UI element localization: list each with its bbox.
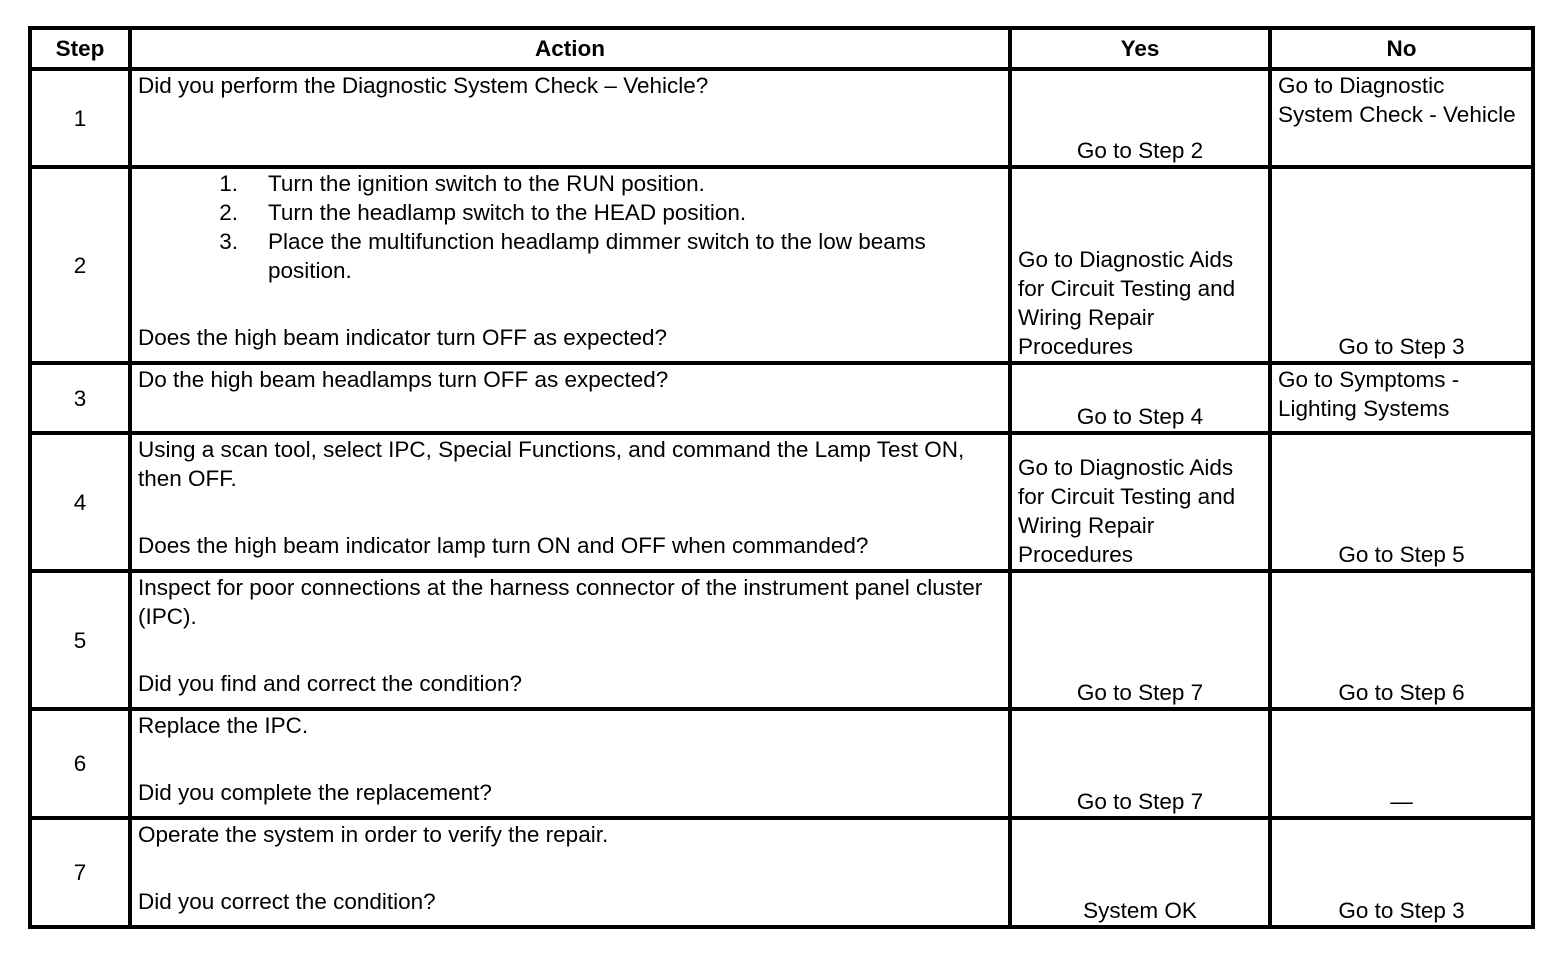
- header-row: [30, 28, 1533, 69]
- header-action: Action: [130, 28, 1010, 69]
- yes-cell: Go to Diagnostic Aids for Circuit Testing and Wiring Repair Procedures: [1010, 167, 1270, 363]
- action-question: Did you find and correct the condition?: [138, 671, 522, 696]
- table-row: [30, 69, 1533, 167]
- list-number: 3.: [219, 229, 238, 254]
- action-question: Did you complete the replacement?: [138, 780, 492, 805]
- table-row: [30, 167, 1533, 363]
- no-cell: Go to Step 3: [1270, 167, 1533, 363]
- action-cell: [130, 363, 1010, 433]
- no-cell: Go to Step 5: [1270, 433, 1533, 571]
- yes-cell: Go to Step 7: [1010, 571, 1270, 709]
- action-text: Using a scan tool, select IPC, Special Functions, and command the Lamp Test ON, then OFF.: [138, 437, 965, 491]
- action-question: Does the high beam indicator turn OFF as expected?: [138, 325, 668, 350]
- action-cell: [130, 571, 1010, 709]
- table-row: [30, 363, 1533, 433]
- action-question: Does the high beam indicator lamp turn ON and OFF when commanded?: [138, 533, 869, 558]
- action-cell: [130, 167, 1010, 363]
- table-row: [30, 571, 1533, 709]
- action-cell: [130, 433, 1010, 571]
- list-number: 2.: [219, 200, 238, 225]
- yes-cell: Go to Diagnostic Aids for Circuit Testing and Wiring Repair Procedures: [1010, 433, 1270, 571]
- action-text: Inspect for poor connections at the harness connector of the instrument panel cluster (IPC).: [138, 575, 983, 629]
- header-no: No: [1270, 28, 1533, 69]
- action-cell: [130, 818, 1010, 927]
- action-steps-list: [138, 169, 1002, 285]
- step-number: 6: [30, 709, 130, 818]
- no-cell: Go to Step 3: [1270, 818, 1533, 927]
- action-text: Operate the system in order to verify the repair.: [138, 822, 609, 847]
- step-number: 2: [30, 167, 130, 363]
- step-number: 7: [30, 818, 130, 927]
- no-cell: Go to Step 6: [1270, 571, 1533, 709]
- step-number: 5: [30, 571, 130, 709]
- yes-cell: Go to Step 2: [1010, 69, 1270, 167]
- header-step: Step: [30, 28, 130, 69]
- action-text: Do the high beam headlamps turn OFF as expected?: [138, 367, 669, 392]
- table-row: [30, 709, 1533, 818]
- list-text: Turn the ignition switch to the RUN position.: [268, 171, 705, 196]
- diagnostic-table: [28, 26, 1535, 929]
- no-cell: —: [1270, 709, 1533, 818]
- action-cell: [130, 69, 1010, 167]
- action-cell: [130, 709, 1010, 818]
- action-question: Did you correct the condition?: [138, 889, 436, 914]
- no-cell: Go to Diagnostic System Check - Vehicle: [1270, 69, 1533, 167]
- list-text: Turn the headlamp switch to the HEAD position.: [268, 200, 747, 225]
- step-number: 4: [30, 433, 130, 571]
- list-text: Place the multifunction headlamp dimmer switch to the low beams position.: [268, 229, 926, 283]
- list-number: 1.: [219, 171, 238, 196]
- step-number: 1: [30, 69, 130, 167]
- action-text: Did you perform the Diagnostic System Check – Vehicle?: [138, 73, 709, 98]
- yes-cell: Go to Step 4: [1010, 363, 1270, 433]
- table-row: [30, 818, 1533, 927]
- table-row: [30, 433, 1533, 571]
- action-text: Replace the IPC.: [138, 713, 309, 738]
- list-item: [138, 198, 1002, 227]
- list-item: [138, 227, 1002, 285]
- step-number: 3: [30, 363, 130, 433]
- header-yes: Yes: [1010, 28, 1270, 69]
- yes-cell: Go to Step 7: [1010, 709, 1270, 818]
- yes-cell: System OK: [1010, 818, 1270, 927]
- no-cell: Go to Symptoms - Lighting Systems: [1270, 363, 1533, 433]
- list-item: [138, 169, 1002, 198]
